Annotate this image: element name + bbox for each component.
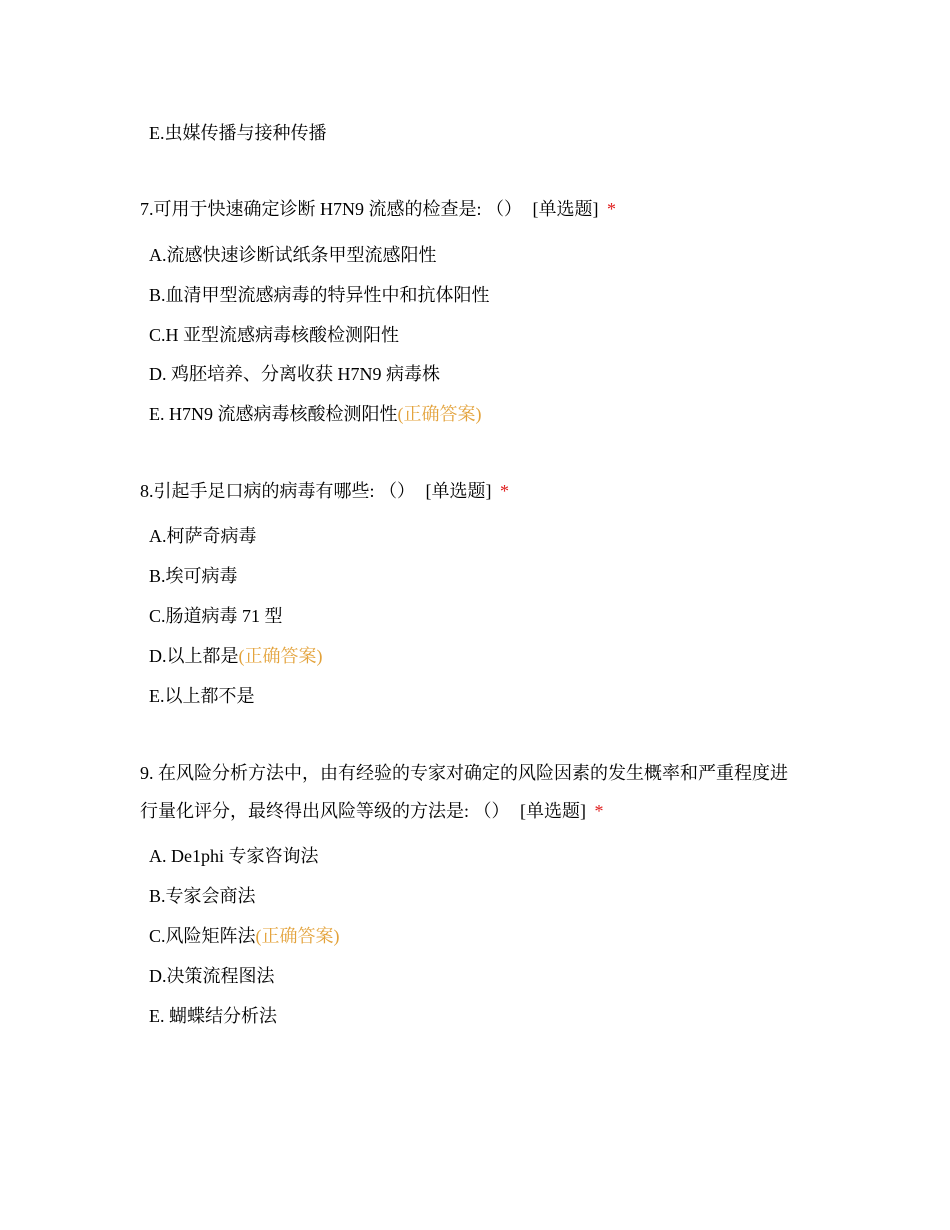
option-b (149, 884, 256, 908)
question-text: 9. 在风险分析方法中，由有经验的专家对确定的风险因素的发生概率和严重程度进 (140, 763, 788, 783)
option-text: E. 蝴蝶结分析法 (149, 1006, 277, 1026)
required-marker: * (594, 801, 604, 821)
option-b (149, 283, 490, 307)
option-text: D.以上都是 (149, 646, 239, 666)
question-8-title (140, 479, 509, 503)
question-text: 行量化评分，最终得出风险等级的方法是: （） (140, 801, 510, 821)
question-type: [单选题] (425, 481, 492, 501)
question-type: [单选题] (520, 801, 586, 821)
question-9-title-line2 (140, 799, 604, 823)
option-e (149, 684, 255, 708)
option-c (149, 323, 399, 347)
option-b (149, 564, 238, 588)
option-text: E. H7N9 流感病毒核酸检测阳性 (149, 404, 398, 424)
question-7-title (140, 197, 616, 221)
correct-answer-marker: (正确答案) (255, 926, 340, 946)
option-d (149, 362, 440, 386)
option-text: B.埃可病毒 (149, 566, 238, 586)
correct-answer-marker: (正确答案) (397, 404, 482, 424)
required-marker: * (500, 481, 509, 501)
correct-answer-marker: (正确答案) (238, 646, 323, 666)
question-type: [单选题] (532, 199, 599, 219)
option-text: A.柯萨奇病毒 (149, 526, 257, 546)
option-a (149, 524, 257, 548)
option-text: D.决策流程图法 (149, 966, 275, 986)
option-text: A.流感快速诊断试纸条甲型流感阳性 (149, 245, 437, 265)
option-text: E.以上都不是 (149, 686, 255, 706)
option-text: A. De1phi 专家咨询法 (149, 846, 319, 866)
option-text: D. 鸡胚培养、分离收获 H7N9 病毒株 (149, 364, 440, 384)
option-e (149, 1004, 277, 1028)
option-c (149, 924, 340, 948)
option-e (149, 121, 327, 145)
option-text: B.血清甲型流感病毒的特异性中和抗体阳性 (149, 285, 490, 305)
option-text: C.H 亚型流感病毒核酸检测阳性 (149, 325, 400, 345)
option-text: C.风险矩阵法 (149, 926, 256, 946)
option-a (149, 243, 437, 267)
option-e (149, 402, 482, 426)
option-text: B.专家会商法 (149, 886, 256, 906)
question-9-title-line1 (140, 761, 788, 785)
option-text: C.肠道病毒 71 型 (149, 606, 283, 626)
option-text: E.虫媒传播与接种传播 (149, 123, 327, 143)
option-c (149, 604, 283, 628)
question-text: 8.引起手足口病的病毒有哪些: （） (140, 481, 415, 501)
option-d (149, 644, 323, 668)
option-d (149, 964, 275, 988)
required-marker: * (607, 199, 616, 219)
option-a (149, 844, 319, 868)
question-text: 7.可用于快速确定诊断 H7N9 流感的检查是: （） (140, 199, 522, 219)
